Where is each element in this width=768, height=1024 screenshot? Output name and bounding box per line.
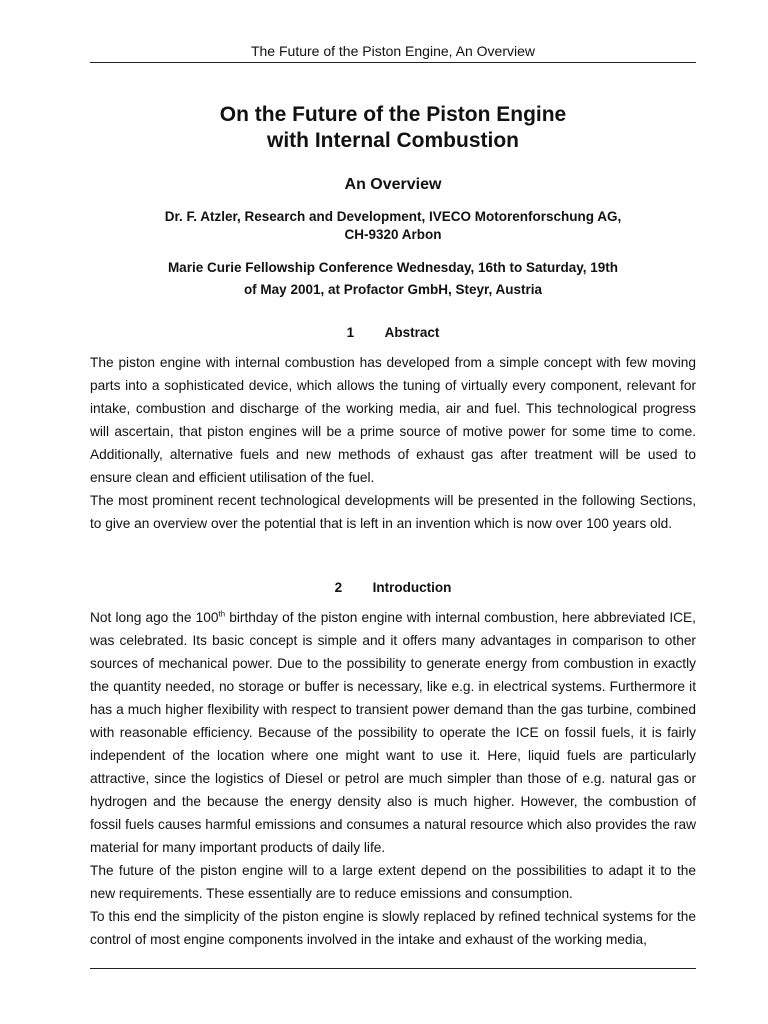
section-title: Abstract — [384, 325, 440, 340]
introduction-body — [90, 606, 696, 951]
paragraph-text: Not long ago the 100 — [90, 610, 219, 625]
abstract-body — [90, 351, 696, 535]
paragraph: To this end the simplicity of the piston engine is slowly replaced by refined technical systems for the control of most engine components involved in the intake and exhaust of the working media, — [90, 909, 696, 947]
paper-title — [90, 102, 696, 154]
conference-line-1: Marie Curie Fellowship Conference Wednesday, 16th to Saturday, 19th — [167, 260, 619, 275]
title-line-2: with Internal Combustion — [267, 129, 519, 152]
paragraph: The future of the piston engine will to a large extent depend on the possibilities to adapt it to the new requirements. These essentially are to reduce emissions and consumption. — [90, 863, 696, 901]
author-affiliation — [90, 208, 696, 244]
paragraph: The most prominent recent technological developments will be presented in the following Sections, to give an overview over the potential that is left in an invention which is now over 100 years old. — [90, 493, 696, 531]
paper-subtitle: An Overview — [344, 176, 442, 193]
paragraph-text: birthday of the piston engine with internal combustion, here abbreviated ICE, was celebrated. Its basic concept is simple and it offers many advantages in comparison to other sources of mechanical power. Due to the possibility to generate energy from combustion in exactly the quantity needed, no storage or buffer is necessary, like e.g. in electrical systems. Furthermore it has a much higher flexibility with respect to transient power demand than the gas turbine, combined with reasonable efficiency. Because of the possibility to operate the ICE on fossil fuels, it is fairly independent of the location where one might want to use it. Here, liquid fuels are particularly attractive, since the logistics of Diesel or petrol are much simpler than those of e.g. natural gas or hydrogen and the because the energy density also is much higher. However, the combustion of fossil fuels causes harmful emissions and consumes a natural resource which also provides the raw material for many important products of daily life. — [90, 610, 696, 855]
paragraph: The piston engine with internal combustion has developed from a simple concept with few moving parts into a sophisticated device, which allows the tuning of virtually every component, relevant for intake, combustion and discharge of the working media, air and fuel. This technological progress will ascertain, that piston engines will be a prime source of motive power for some time to come. Additionally, alternative fuels and new methods of exhaust gas after treatment will be used to ensure clean and efficient utilisation of the fuel. — [90, 355, 696, 485]
section-heading-introduction — [90, 579, 696, 597]
author-line-2: CH-9320 Arbon — [344, 227, 442, 242]
section-number: 2 — [334, 580, 343, 595]
author-line-1: Dr. F. Atzler, Research and Development, IVECO Motorenforschung AG, — [164, 209, 622, 224]
section-number: 1 — [346, 325, 355, 340]
section-heading-abstract — [90, 324, 696, 342]
title-line-1: On the Future of the Piston Engine — [219, 103, 567, 126]
superscript: th — [218, 609, 226, 619]
footer-rule — [90, 968, 696, 969]
conference-info — [90, 257, 696, 301]
running-header: The Future of the Piston Engine, An Overview — [250, 43, 536, 59]
conference-line-2: of May 2001, at Profactor GmbH, Steyr, Austria — [243, 282, 543, 297]
header-rule — [90, 62, 696, 63]
section-title: Introduction — [372, 580, 452, 595]
paragraph — [90, 606, 696, 859]
